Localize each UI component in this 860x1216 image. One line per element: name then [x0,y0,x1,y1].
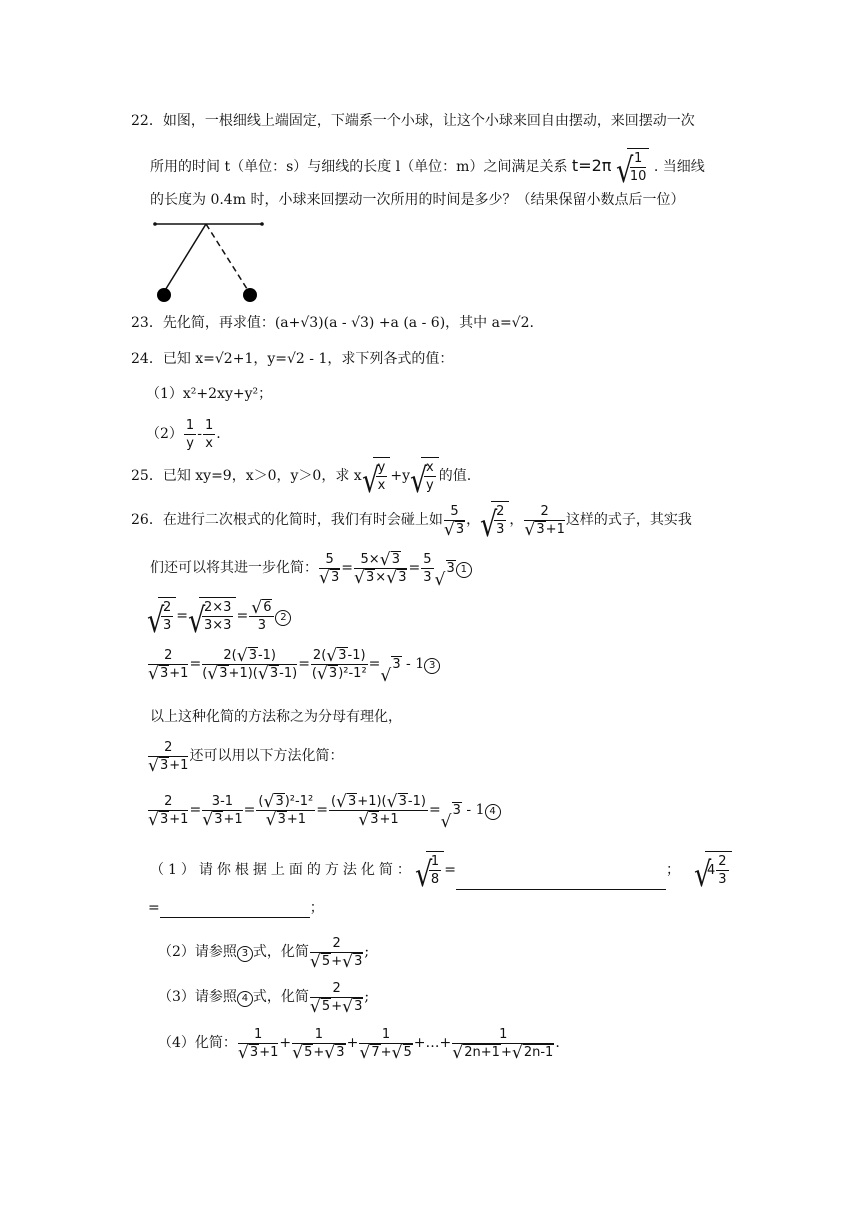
q22-line2-text: 所用的时间 t（单位：s）与细线的长度 l（单位：m）之间满足关系 [150,159,568,175]
q26-rationalize-note: 以上这种化简的方法称之为分母有理化， [150,709,402,725]
q26-part1: （1）请你根据上面的方法化简： √ $\frac{1}{8}$ = ；√ 4 $\frac{2}{3}$ [150,850,732,890]
q22-formula-radical: √ $\frac{1}{10}$ [616,148,650,186]
q26-eq3: 2 √ 3+1 = $\frac{2(√ 3-1)}{(√ 3+1)(√ 3-1)}$ = $\frac{2(√ 3-1)}{\text{(√ 3)²-1²}}$ =√ 3 - 1 3 [147,644,440,684]
q22-line2 [150,148,705,186]
q24-text: 24．已知 x=√2+1，y=√2 - 1，求下列各式的值： [131,351,454,367]
q23-text: 23．先化简，再求值：(a+√3)(a - √3) +a (a - 6)，其中 a=√2. [131,315,534,331]
q26-eq2: √ $\frac{2}{3}$ = √ $\frac{2\times 3}{3\times 3}$ = √ $\frac{6}{3}$ 2 [147,596,291,636]
q26-part2: （2）请参照 3 式，化简 2 √ 5+√ 3 ; [158,932,369,972]
answer-blank-1[interactable] [456,867,666,890]
q25-line: 25．已知 xy=9，x＞0，y＞0，求 x √ $\frac{y}{x}$ +y √ $\frac{x}{y}$ 的值. [131,456,471,496]
q22-line2-tail: . 当细线 [653,159,705,175]
q26-part1-cont: = ； [148,900,324,916]
q22-line3: 的长度为 0.4m 时，小球来回摆动一次所用的时间是多少？（结果保留小数点后一位） [150,192,685,208]
q24-part1: （1）x²+2xy+y²； [146,386,273,402]
answer-blank-2[interactable] [160,899,310,918]
q26-alt-method: 2 √ 3+1 还可以用以下方法化简： [147,736,343,776]
q26-eq4: 2 √ 3+1 = 3-1 √ 3+1 = (√ 3)²-1² √ 3+1 = (√ 3+1)(√ 3-1) √ 3+1 =√ 3 - 1 4 [147,790,501,830]
q24-part2: （2） $\frac{1}{y}$ - $\frac{1}{x}$ . [146,417,221,451]
pendulum-diagram [145,215,275,310]
q26-line1: 26．在进行二次根式的化简时，我们有时会碰上如 5 √ 3 ， √ $\frac{2}{3}$ ， 2 √ 3+1 这样的式子，其实我 [131,500,692,540]
q22-formula-lead: t=2π [571,156,612,175]
q26-part3: （3）请参照 4 式，化简 2 √ 5+√ 3 ; [158,977,369,1017]
q22-line1: 22．如图，一根细线上端固定，下端系一个小球，让这个小球来回自由摆动，来回摆动一次 [131,113,695,129]
q26-eq1: 们还可以将其进一步化简： 5 √ 3 = 5×√ 3 √ 3×√ 3 = $\frac{5}{3}$ √ 3 1 [150,548,472,588]
q26-part4: （4）化简： 1 √ 3+1 + 1 √ 5+√ 3 + 1 √ 7+√ 5 +…+ 1 √ 2n+1+√ 2n-1 . [158,1023,560,1063]
